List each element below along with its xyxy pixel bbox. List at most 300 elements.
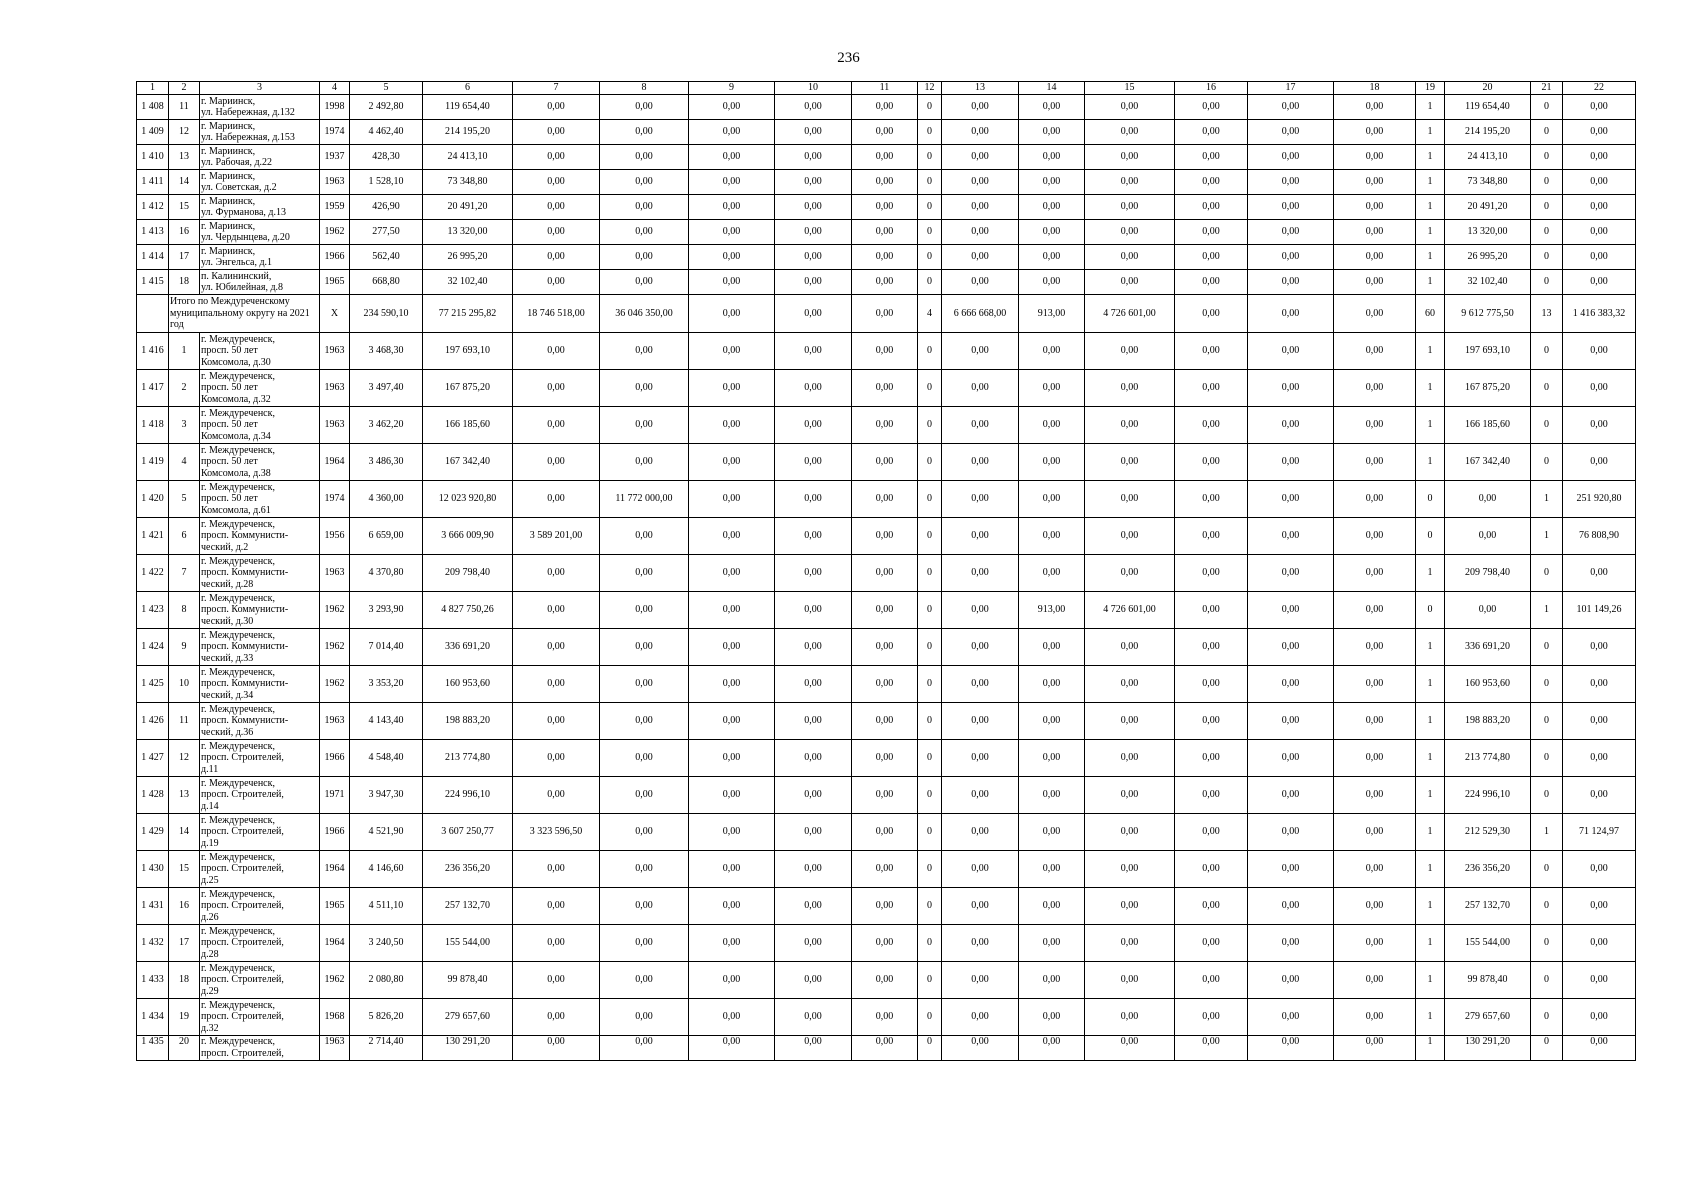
table-cell: 166 185,60 [423, 407, 513, 444]
table-cell: 0,00 [600, 814, 689, 851]
table-cell: 1963 [320, 1036, 350, 1061]
table-cell: 1 435 [137, 1036, 169, 1061]
table-cell: 0,00 [942, 1036, 1019, 1061]
table-cell: 0,00 [1334, 245, 1416, 270]
table-cell: 913,00 [1019, 295, 1085, 333]
table-cell: 0,00 [852, 444, 918, 481]
table-cell: 0,00 [513, 592, 600, 629]
table-cell: 0 [1416, 592, 1445, 629]
table-cell: 20 491,20 [1445, 195, 1531, 220]
table-row [137, 888, 1636, 925]
table-cell: 0,00 [852, 145, 918, 170]
table-cell: 0,00 [942, 740, 1019, 777]
table-cell: 426,90 [350, 195, 423, 220]
table-cell: 224 996,10 [1445, 777, 1531, 814]
table-cell: 160 953,60 [423, 666, 513, 703]
table-cell: 336 691,20 [423, 629, 513, 666]
table-cell: 0,00 [1175, 407, 1248, 444]
table-cell: 0,00 [852, 518, 918, 555]
table-cell: 0,00 [942, 518, 1019, 555]
table-cell: 0,00 [513, 740, 600, 777]
address-cell: г. Междуреченск, просп. 50 лет Комсомола, д.34 [200, 407, 320, 444]
table-cell: 0,00 [1334, 145, 1416, 170]
table-cell: 32 102,40 [423, 270, 513, 295]
table-cell: 0,00 [1175, 814, 1248, 851]
table-cell: 2 714,40 [350, 1036, 423, 1061]
table-cell: 1 [1416, 851, 1445, 888]
table-cell: 0,00 [1563, 703, 1636, 740]
table-cell: 0,00 [1085, 925, 1175, 962]
address-cell: г. Мариинск, ул. Советская, д.2 [200, 170, 320, 195]
table-cell: 0,00 [1248, 888, 1334, 925]
table-cell: 0,00 [852, 220, 918, 245]
table-cell: 0,00 [513, 170, 600, 195]
table-row [137, 120, 1636, 145]
table-cell: 0,00 [1248, 170, 1334, 195]
table-cell: 0,00 [1175, 170, 1248, 195]
table-cell: 0,00 [775, 444, 852, 481]
table-cell: 0 [1531, 629, 1563, 666]
table-cell: 0,00 [775, 220, 852, 245]
column-header: 4 [320, 82, 350, 95]
table-cell: 1959 [320, 195, 350, 220]
table-cell: 0,00 [1563, 666, 1636, 703]
table-cell: 0,00 [513, 481, 600, 518]
table-cell: 0,00 [852, 407, 918, 444]
table-cell: 0,00 [852, 555, 918, 592]
table-cell: 0,00 [1019, 481, 1085, 518]
table-cell: 0,00 [513, 95, 600, 120]
table-cell: 6 666 668,00 [942, 295, 1019, 333]
table-cell: 155 544,00 [423, 925, 513, 962]
table-cell: 26 995,20 [423, 245, 513, 270]
table-cell: 1 431 [137, 888, 169, 925]
address-cell: г. Мариинск, ул. Энгельса, д.1 [200, 245, 320, 270]
table-cell: 0,00 [513, 666, 600, 703]
table-row [137, 999, 1636, 1036]
table-cell: 0 [1531, 666, 1563, 703]
table-cell: 0,00 [1085, 962, 1175, 999]
table-cell: 0,00 [513, 270, 600, 295]
table-cell: 0,00 [852, 703, 918, 740]
table-cell: 0,00 [775, 120, 852, 145]
table-cell: 12 [169, 120, 200, 145]
table-cell: 1 [1416, 888, 1445, 925]
table-cell: 0,00 [1248, 295, 1334, 333]
table-cell: 0,00 [1563, 120, 1636, 145]
table-cell: 19 [169, 999, 200, 1036]
table-cell: 1 [1416, 145, 1445, 170]
table-cell: 0,00 [1019, 888, 1085, 925]
table-cell: 0,00 [689, 888, 775, 925]
table-cell: 197 693,10 [423, 333, 513, 370]
table-cell: 167 342,40 [1445, 444, 1531, 481]
table-cell: 0 [918, 120, 942, 145]
table-cell: 0,00 [1445, 518, 1531, 555]
table-cell: 0,00 [1175, 777, 1248, 814]
table-cell: 4 726 601,00 [1085, 295, 1175, 333]
table-cell: 1 [1531, 592, 1563, 629]
table-cell: 0,00 [942, 888, 1019, 925]
table-row [137, 245, 1636, 270]
address-cell: г. Междуреченск, просп. Строителей, [200, 1036, 320, 1061]
column-header: 13 [942, 82, 1019, 95]
table-cell: 0,00 [689, 777, 775, 814]
table-cell: 3 947,30 [350, 777, 423, 814]
table-cell: 0,00 [1085, 481, 1175, 518]
table-cell: 12 [169, 740, 200, 777]
table-cell: 0,00 [942, 95, 1019, 120]
table-cell: 1964 [320, 851, 350, 888]
table-cell: 0,00 [852, 962, 918, 999]
table-cell: 0,00 [600, 555, 689, 592]
table-cell: 1 [1416, 999, 1445, 1036]
table-cell: 4 511,10 [350, 888, 423, 925]
table-cell: 214 195,20 [1445, 120, 1531, 145]
table-cell: 0,00 [1175, 1036, 1248, 1061]
address-cell: г. Междуреченск, просп. 50 лет Комсомола, д.30 [200, 333, 320, 370]
table-cell: 14 [169, 170, 200, 195]
table-row [137, 518, 1636, 555]
table-cell: 0,00 [689, 120, 775, 145]
table-cell: 0,00 [513, 220, 600, 245]
table-cell: 16 [169, 888, 200, 925]
table-cell: 0,00 [689, 629, 775, 666]
table-cell: 0,00 [689, 555, 775, 592]
table-cell: 0,00 [775, 777, 852, 814]
table-cell: 0,00 [942, 703, 1019, 740]
table-cell: 0,00 [513, 333, 600, 370]
table-cell: 0,00 [942, 120, 1019, 145]
table-cell: 71 124,97 [1563, 814, 1636, 851]
column-header: 16 [1175, 82, 1248, 95]
table-cell: 0,00 [775, 592, 852, 629]
table-cell: 0,00 [852, 170, 918, 195]
table-cell: 0,00 [1248, 370, 1334, 407]
address-cell: г. Междуреченск, просп. Коммунисти- ческий, д.34 [200, 666, 320, 703]
table-cell: 0,00 [1085, 170, 1175, 195]
table-cell: 0 [918, 925, 942, 962]
table-cell: 213 774,80 [423, 740, 513, 777]
table-cell: 0,00 [1019, 333, 1085, 370]
table-cell: 1 [1416, 962, 1445, 999]
table-cell: 0,00 [1334, 1036, 1416, 1061]
address-cell: г. Междуреченск, просп. Строителей, д.28 [200, 925, 320, 962]
table-cell: 224 996,10 [423, 777, 513, 814]
table-cell: 1 [169, 333, 200, 370]
table-cell: 0 [918, 555, 942, 592]
table-cell: 99 878,40 [423, 962, 513, 999]
table-cell: 0,00 [1563, 245, 1636, 270]
table-cell: 1962 [320, 592, 350, 629]
table-cell: 0 [918, 1036, 942, 1061]
table-cell: 1 424 [137, 629, 169, 666]
table-cell: 0,00 [600, 592, 689, 629]
table-cell: 336 691,20 [1445, 629, 1531, 666]
table-cell: 76 808,90 [1563, 518, 1636, 555]
table-cell: 0,00 [1019, 195, 1085, 220]
table-cell: 0,00 [600, 145, 689, 170]
table-cell: 1 [1416, 95, 1445, 120]
table-cell: 0,00 [600, 518, 689, 555]
table-cell: 213 774,80 [1445, 740, 1531, 777]
table-cell: 0,00 [1563, 220, 1636, 245]
table-cell: 0,00 [1334, 120, 1416, 145]
table-cell: 1 427 [137, 740, 169, 777]
column-header: 6 [423, 82, 513, 95]
table-cell: 4 [918, 295, 942, 333]
table-cell: 0,00 [600, 370, 689, 407]
table-cell: 0,00 [1019, 407, 1085, 444]
table-cell: 0 [918, 220, 942, 245]
table-cell: 1 413 [137, 220, 169, 245]
table-cell: 0,00 [513, 962, 600, 999]
table-row [137, 220, 1636, 245]
table-cell: 0,00 [775, 740, 852, 777]
table-cell: 1962 [320, 629, 350, 666]
table-cell: 1 [1416, 170, 1445, 195]
table-cell: 0,00 [1085, 245, 1175, 270]
table-cell: 0,00 [1248, 444, 1334, 481]
table-cell: 4 [169, 444, 200, 481]
table-cell: 0,00 [852, 1036, 918, 1061]
table-cell: 0 [918, 195, 942, 220]
table-cell: 0,00 [1175, 444, 1248, 481]
table-cell: 0,00 [1019, 925, 1085, 962]
table-cell: 0,00 [1175, 270, 1248, 295]
table-cell: 0,00 [513, 555, 600, 592]
table-cell: 0,00 [1563, 145, 1636, 170]
address-cell: г. Междуреченск, просп. Коммунисти- ческий, д.30 [200, 592, 320, 629]
table-cell: 14 [169, 814, 200, 851]
address-cell: г. Мариинск, ул. Чердынцева, д.20 [200, 220, 320, 245]
table-cell: 0,00 [1334, 925, 1416, 962]
table-cell: 0,00 [689, 444, 775, 481]
table-cell: 1 433 [137, 962, 169, 999]
table-cell: 0 [1416, 518, 1445, 555]
table-cell: 4 146,60 [350, 851, 423, 888]
table-row [137, 1036, 1636, 1061]
table-cell: 0,00 [1085, 740, 1175, 777]
table-cell: 0,00 [1334, 518, 1416, 555]
table-cell: 0,00 [689, 145, 775, 170]
table-cell: 257 132,70 [1445, 888, 1531, 925]
table-cell: 0,00 [1175, 592, 1248, 629]
column-header: 5 [350, 82, 423, 95]
table-cell: 0,00 [1019, 444, 1085, 481]
table-cell: 0,00 [942, 592, 1019, 629]
table-cell: 0,00 [513, 888, 600, 925]
table-cell: 0,00 [689, 333, 775, 370]
table-cell: 0,00 [1019, 145, 1085, 170]
table-cell: 0,00 [689, 1036, 775, 1061]
table-cell: 0,00 [775, 245, 852, 270]
table-cell: 0,00 [1334, 220, 1416, 245]
table-cell: 0,00 [1248, 962, 1334, 999]
column-header: 17 [1248, 82, 1334, 95]
table-row [137, 270, 1636, 295]
table-cell: 0 [918, 444, 942, 481]
table-cell: 1998 [320, 95, 350, 120]
table-cell: 0,00 [1248, 592, 1334, 629]
address-cell: г. Междуреченск, просп. Строителей, д.11 [200, 740, 320, 777]
table-cell: 0,00 [1248, 666, 1334, 703]
address-cell: г. Междуреченск, просп. Коммунисти- ческий, д.2 [200, 518, 320, 555]
table-row [137, 629, 1636, 666]
table-cell: 0,00 [852, 740, 918, 777]
column-header: 22 [1563, 82, 1636, 95]
table-cell: 0,00 [852, 370, 918, 407]
table-cell: 166 185,60 [1445, 407, 1531, 444]
table-cell: 0,00 [942, 851, 1019, 888]
table-cell: 0,00 [1248, 95, 1334, 120]
table-cell: 0,00 [1563, 1036, 1636, 1061]
table-cell: 0,00 [775, 407, 852, 444]
table-cell: 0,00 [1334, 666, 1416, 703]
table-cell: 0,00 [1085, 814, 1175, 851]
table-cell: 0,00 [775, 295, 852, 333]
table-cell: 4 827 750,26 [423, 592, 513, 629]
table-cell: 0,00 [942, 333, 1019, 370]
table-cell: 0 [1531, 95, 1563, 120]
table-cell: 0,00 [513, 195, 600, 220]
table-cell: 1 [1416, 120, 1445, 145]
table-cell: 1963 [320, 407, 350, 444]
table-cell: 0,00 [1334, 962, 1416, 999]
table-cell: 0,00 [513, 370, 600, 407]
table-cell: 0,00 [1334, 95, 1416, 120]
table-cell: 0,00 [775, 666, 852, 703]
table-cell: 0,00 [1248, 814, 1334, 851]
table-cell: 0,00 [1085, 703, 1175, 740]
table-cell: 0,00 [600, 245, 689, 270]
address-cell: г. Мариинск, ул. Рабочая, д.22 [200, 145, 320, 170]
table-cell: 236 356,20 [423, 851, 513, 888]
table-cell: 0 [1531, 1036, 1563, 1061]
table-cell: 0,00 [775, 370, 852, 407]
column-header: 19 [1416, 82, 1445, 95]
table-cell: 0,00 [1334, 444, 1416, 481]
table-cell: 1 [1416, 814, 1445, 851]
table-cell: 279 657,60 [1445, 999, 1531, 1036]
table-cell: 1 [1416, 333, 1445, 370]
table-row [137, 481, 1636, 518]
table-cell: 24 413,10 [1445, 145, 1531, 170]
table-cell: 251 920,80 [1563, 481, 1636, 518]
table-cell: 0,00 [600, 851, 689, 888]
table-cell: 1963 [320, 170, 350, 195]
table-cell: 0,00 [1175, 740, 1248, 777]
table-cell: 0 [1531, 962, 1563, 999]
address-cell: г. Междуреченск, просп. Коммунисти- ческий, д.36 [200, 703, 320, 740]
table-cell: 0,00 [1334, 777, 1416, 814]
address-cell: г. Междуреченск, просп. Строителей, д.26 [200, 888, 320, 925]
table-cell: 0,00 [1248, 777, 1334, 814]
column-header: 7 [513, 82, 600, 95]
table-cell: 668,80 [350, 270, 423, 295]
table-row [137, 592, 1636, 629]
table-cell: 1 425 [137, 666, 169, 703]
table-cell: 212 529,30 [1445, 814, 1531, 851]
table-cell: 0,00 [1563, 555, 1636, 592]
table-cell: 0,00 [852, 481, 918, 518]
table-cell: 0,00 [689, 407, 775, 444]
table-cell: 0,00 [942, 777, 1019, 814]
address-cell: г. Мариинск, ул. Фурманова, д.13 [200, 195, 320, 220]
table-cell: 36 046 350,00 [600, 295, 689, 333]
table-cell: 0,00 [1085, 851, 1175, 888]
table-cell: 0,00 [600, 407, 689, 444]
table-cell: 0,00 [775, 195, 852, 220]
table-cell: 0 [1531, 925, 1563, 962]
table-cell: 0 [1531, 777, 1563, 814]
table-cell: 0,00 [1019, 370, 1085, 407]
table-cell: 1962 [320, 220, 350, 245]
table-cell: 0,00 [1563, 407, 1636, 444]
table-cell: 0,00 [775, 814, 852, 851]
table-cell: 1963 [320, 370, 350, 407]
column-header: 10 [775, 82, 852, 95]
table-cell: 1 411 [137, 170, 169, 195]
table-cell: 0,00 [1085, 195, 1175, 220]
table-cell: 0,00 [1019, 814, 1085, 851]
table-cell: 0,00 [852, 295, 918, 333]
table-cell: 3 468,30 [350, 333, 423, 370]
table-cell: 2 080,80 [350, 962, 423, 999]
table-row [137, 851, 1636, 888]
table-cell: 0 [1531, 220, 1563, 245]
table-cell: 167 875,20 [1445, 370, 1531, 407]
table-cell: 77 215 295,82 [423, 295, 513, 333]
table-cell: 0,00 [1248, 407, 1334, 444]
table-cell: 0,00 [1248, 481, 1334, 518]
table-cell: 0,00 [775, 962, 852, 999]
table-cell: 160 953,60 [1445, 666, 1531, 703]
table-cell: 0,00 [600, 333, 689, 370]
table-cell: 0,00 [600, 703, 689, 740]
table-cell: 1 412 [137, 195, 169, 220]
table-cell: 0,00 [1019, 518, 1085, 555]
table-cell: 0,00 [852, 270, 918, 295]
table-cell: 0,00 [1019, 170, 1085, 195]
table-cell: 0,00 [689, 740, 775, 777]
table-cell: 0,00 [1248, 518, 1334, 555]
table-cell: 0,00 [689, 481, 775, 518]
table-cell: 0,00 [1563, 777, 1636, 814]
table-cell: 209 798,40 [423, 555, 513, 592]
table-cell: 0,00 [1175, 962, 1248, 999]
table-cell: 3 666 009,90 [423, 518, 513, 555]
table-cell: 0,00 [1248, 245, 1334, 270]
table-cell: 0,00 [1175, 481, 1248, 518]
table-cell: 0,00 [600, 1036, 689, 1061]
table-cell: 9 612 775,50 [1445, 295, 1531, 333]
table-cell: 913,00 [1019, 592, 1085, 629]
table-cell: 1 [1416, 1036, 1445, 1061]
table-cell: 197 693,10 [1445, 333, 1531, 370]
table-cell: 17 [169, 925, 200, 962]
table-cell: 119 654,40 [423, 95, 513, 120]
table-cell: 0,00 [775, 629, 852, 666]
table-cell: 1965 [320, 270, 350, 295]
table-cell: 0,00 [852, 925, 918, 962]
table-cell: 0,00 [513, 851, 600, 888]
table-cell: 0,00 [852, 777, 918, 814]
table-cell: 0,00 [852, 592, 918, 629]
table-cell: 0,00 [1085, 95, 1175, 120]
table-cell: 167 342,40 [423, 444, 513, 481]
table-cell: 15 [169, 851, 200, 888]
